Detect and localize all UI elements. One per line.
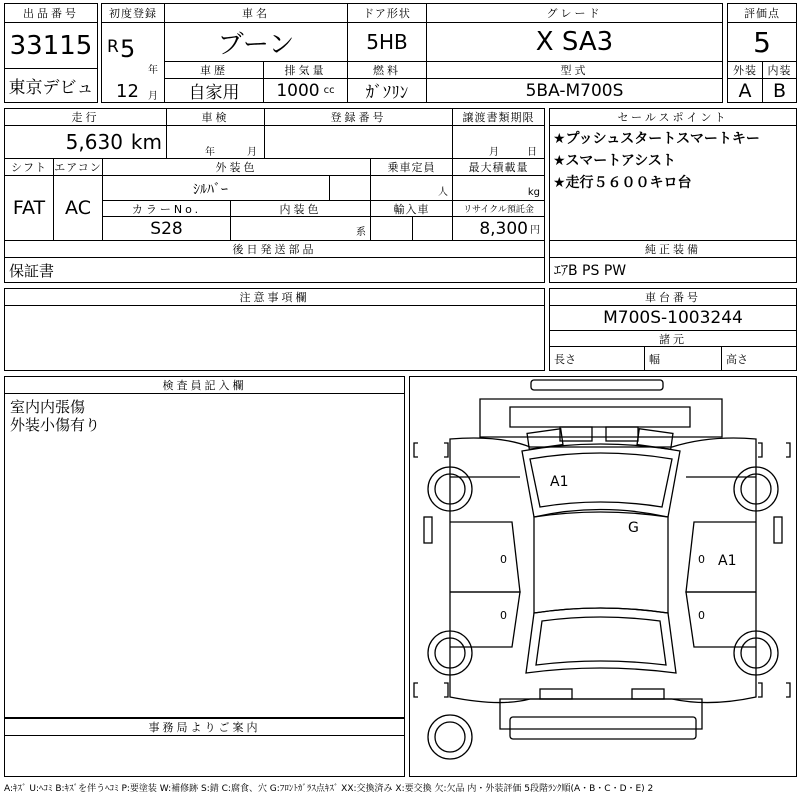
ac-label: エアコン — [53, 158, 103, 176]
dims-label: 諸元 — [549, 330, 797, 347]
later-parts-label: 後日発送部品 — [4, 240, 545, 258]
height-cell — [721, 346, 797, 371]
yen-unit: 円 — [530, 225, 540, 236]
ext-color: ｼﾙﾊﾞｰ — [193, 182, 228, 198]
zero-mark-4: 0 — [698, 609, 705, 622]
shift-label: シフト — [4, 158, 54, 176]
lot-label: 出品番号 — [4, 3, 98, 23]
int-color-label: 内装色 — [230, 200, 371, 217]
inspector-line-2: 外装小傷有り — [10, 416, 101, 434]
chassis-label: 車台番号 — [549, 288, 797, 306]
displacement — [263, 78, 348, 103]
color-no: S28 — [102, 216, 231, 241]
history: 自家用 — [164, 78, 264, 103]
inspector-label: 検査員記入欄 — [4, 376, 405, 394]
recycle-value: 8,300 — [479, 218, 528, 239]
sales-points-label: セールスポイント — [549, 108, 797, 126]
sales-point-1: ★プッシュスタートスマートキー — [553, 131, 760, 147]
capacity-unit: 人 — [438, 187, 448, 198]
car-diagram — [409, 376, 797, 777]
inspector-line-1: 室内内張傷 — [10, 398, 86, 416]
transfer-label: 譲渡書類期限 — [452, 108, 545, 126]
model-label: 型式 — [426, 61, 723, 79]
era: R — [107, 37, 119, 57]
sales-point-2: ★スマートアシスト — [553, 153, 676, 169]
recycle — [452, 216, 545, 241]
kg-unit: kg — [527, 187, 540, 198]
inspection-month-unit: 月 — [247, 147, 257, 158]
cc-unit: cc — [323, 85, 335, 96]
zero-mark-2: 0 — [500, 609, 507, 622]
reg-month: 12 — [116, 81, 139, 102]
grade: X SA3 — [426, 22, 723, 62]
month-unit: 月 — [148, 91, 158, 102]
later-parts: 保証書 — [4, 257, 545, 283]
first-reg-value — [101, 22, 165, 103]
year-unit: 年 — [148, 65, 158, 76]
width-label: 幅 — [649, 352, 660, 366]
car-diagram-svg — [410, 377, 796, 776]
interior-label: 内装 — [762, 61, 797, 79]
length-cell — [549, 346, 645, 371]
ac: AC — [53, 175, 103, 241]
car-name: ブーン — [164, 22, 348, 62]
notes-label: 注意事項欄 — [4, 288, 545, 306]
grade-label: グレード — [426, 3, 723, 23]
transfer-value — [452, 125, 545, 159]
km-unit: km — [130, 130, 162, 154]
notes-box — [4, 305, 545, 371]
fuel: ｶﾞｿﾘﾝ — [347, 78, 427, 103]
zero-mark-1: 0 — [500, 553, 507, 566]
chassis-number: M700S-1003244 — [549, 305, 797, 331]
inspection-year-unit: 年 — [205, 147, 215, 158]
capacity-label: 乗車定員 — [370, 158, 453, 176]
damage-mark-hood: A1 — [550, 474, 569, 490]
width-cell — [644, 346, 722, 371]
fuel-label: 燃料 — [347, 61, 427, 79]
import-divider — [412, 217, 413, 240]
ext-color-row — [102, 175, 371, 201]
door-label: ドア形状 — [347, 3, 427, 23]
mileage-value: 5,630 — [65, 130, 123, 154]
shift: FAT — [4, 175, 54, 241]
max-load-label: 最大積載量 — [452, 158, 545, 176]
displacement-value: 1000 — [276, 80, 320, 101]
history-label: 車歴 — [164, 61, 264, 79]
exterior-grade: A — [727, 78, 763, 103]
displacement-label: 排気量 — [263, 61, 348, 79]
inspection-label: 車検 — [166, 108, 265, 126]
debut-label: 東京デビュ — [4, 68, 98, 103]
first-reg-label: 初度登録 — [101, 3, 165, 23]
recycle-label: リサイクル預託金 — [452, 200, 545, 217]
sales-point-3: ★走行５６００キロ台 — [553, 175, 692, 191]
length-label: 長さ — [554, 352, 576, 366]
height-label: 高さ — [726, 352, 748, 366]
score-label: 評価点 — [727, 3, 797, 23]
mileage — [4, 125, 167, 159]
legend: A:ｷｽﾞ U:ﾍｺﾐ B:ｷｽﾞを伴うﾍｺﾐ P:要塗装 W:補修跡 S:錆 C:腐食、穴 G:ﾌﾛﾝﾄｶﾞﾗｽ点ｷｽﾞ XX:交換済み X:要交換 欠:欠品 内・外装評価 5段階ﾗﾝｸ順(A・B・C・D・E) 2 — [4, 784, 654, 794]
damage-mark-glass: G — [628, 520, 639, 536]
sales-points-box — [549, 125, 797, 241]
inspector-box — [4, 393, 405, 718]
car-name-label: 車名 — [164, 3, 348, 23]
import-value — [370, 216, 453, 241]
damage-mark-right-door: A1 — [718, 553, 737, 569]
max-load — [452, 175, 545, 201]
transfer-day-unit: 日 — [527, 147, 537, 158]
office-label: 事務局よりご案内 — [4, 718, 405, 736]
inspection-value — [166, 125, 265, 159]
interior-grade: B — [762, 78, 797, 103]
import-label: 輸入車 — [370, 200, 453, 217]
int-color-unit: 系 — [356, 227, 366, 238]
door: 5HB — [347, 22, 427, 62]
model: 5BA-M700S — [426, 78, 723, 103]
lot-number: 33115 — [4, 22, 98, 69]
capacity — [370, 175, 453, 201]
office-box — [4, 735, 405, 777]
zero-mark-3: 0 — [698, 553, 705, 566]
ext-color-divider — [329, 176, 330, 200]
equipment-label: 純正装備 — [549, 240, 797, 258]
reg-year: 5 — [120, 35, 136, 63]
transfer-month-unit: 月 — [489, 147, 499, 158]
ext-color-label: 外装色 — [102, 158, 371, 176]
reg-no-label: 登録番号 — [264, 108, 453, 126]
equipment: ｴｱB PS PW — [549, 257, 797, 283]
exterior-label: 外装 — [727, 61, 763, 79]
mileage-label: 走行 — [4, 108, 167, 126]
reg-no-value — [264, 125, 453, 159]
int-color — [230, 216, 371, 241]
score: 5 — [727, 22, 797, 62]
color-no-label: カラーNo. — [102, 200, 231, 217]
